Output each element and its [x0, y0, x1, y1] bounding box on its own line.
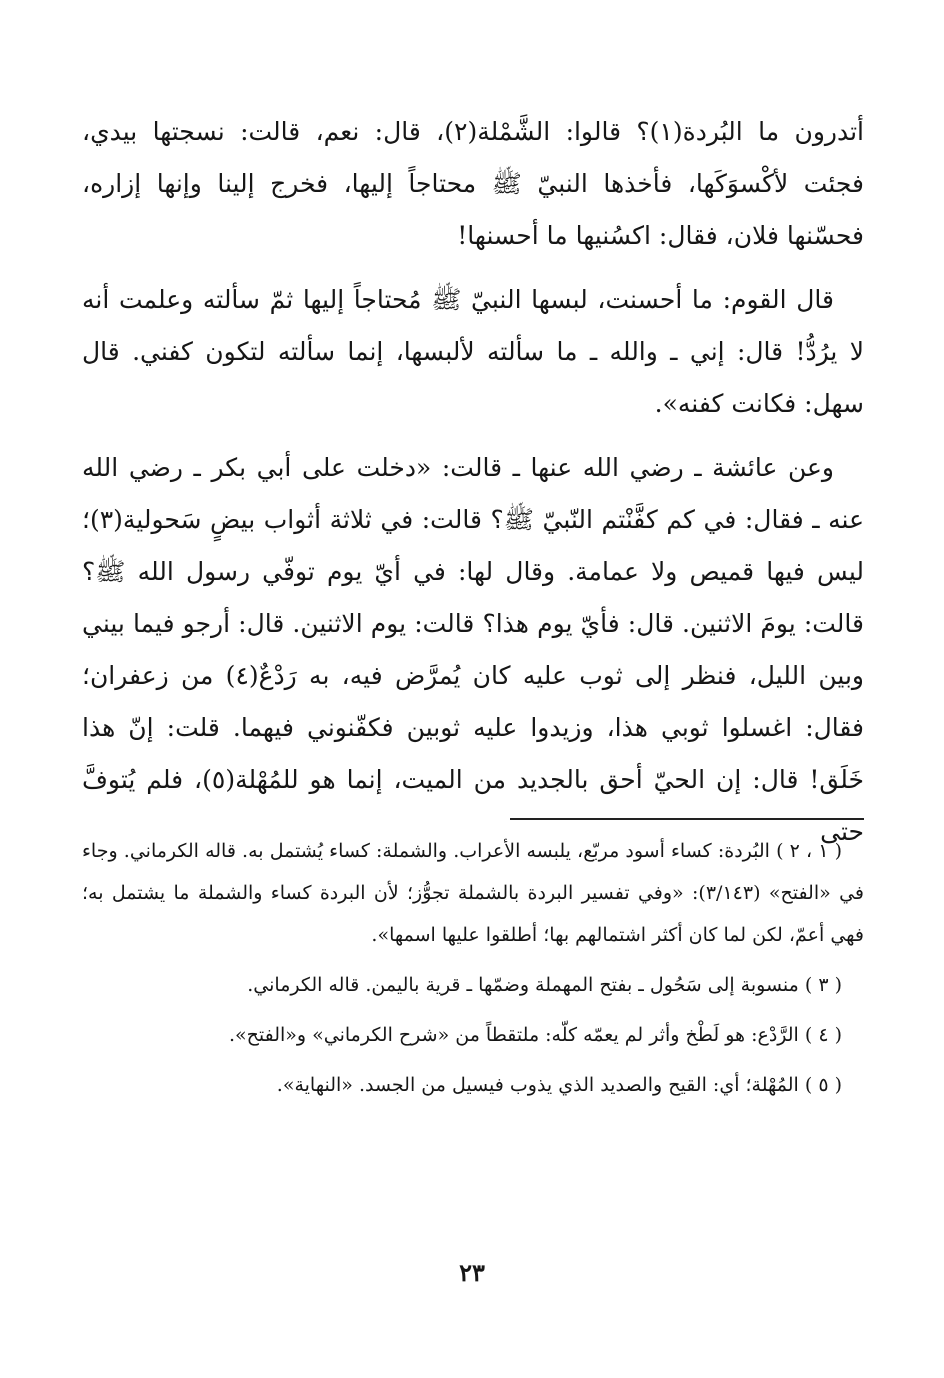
paragraph-3: وعن عائشة ـ رضي الله عنها ـ قالت: «دخلت على أبي بكر ـ رضي الله عنه ـ فقال: في كم كفَّنْتم النّبيّ ﷺ؟ قالت: في ثلاثة أثواب بيضٍ سَحولية(٣)؛ ليس فيها قميص ولا عمامة. وقال لها: في أيّ يوم توفّي رسول الله ﷺ؟ قالت: يومَ الاثنين. قال: فأيّ يوم هذا؟ قالت: يوم الاثنين. قال: أرجو فيما بيني وبين الليل، فنظر إلى ثوب عليه كان يُمرَّض فيه، به رَدْعٌ(٤) من زعفران؛ فقال: اغسلوا ثوبي هذا، وزيدوا عليه ثوبين فكفّنوني فيهما. قلت: إنّ هذا خَلَق! قال: إن الحيّ أحق بالجديد من الميت، إنما هو للمُهْلة(٥)، فلم يُتوفَّ حتى [82, 453, 864, 846]
paragraph-1: أتدرون ما البُردة(١)؟ قالوا: الشَّمْلة(٢)، قال: نعم، قالت: نسجتها بيدي، فجئت لأكْسوَكَها، فأخذها النبيّ ﷺ محتاجاً إليها، فخرج إلينا وإنها إزاره، فحسّنها فلان، فقال: اكسُنيها ما أحسنها! [82, 117, 865, 250]
footnote-5: ( ٥ ) المُهْلة؛ أي: القيح والصديد الذي يذوب فيسيل من الجسد. «النهاية». [276, 1074, 842, 1096]
footnotes [82, 830, 864, 1114]
footnote-4: ( ٤ ) الرَّدْع: هو لَطْخ وأثر لم يعمّه كلّه: ملتقطاً من «شرح الكرماني» و«الفتح». [228, 1024, 842, 1046]
main-text [82, 106, 864, 870]
paragraph-2: قال القوم: ما أحسنت، لبسها النبيّ ﷺ مُحتاجاً إليها ثمّ سألته وعلمت أنه لا يرُدُّ! قال: إني ـ والله ـ ما سألته لألبسها، إنما سألته لتكون كفني. قال سهل: فكانت كفنه». [82, 285, 864, 418]
footnote-divider [510, 818, 864, 820]
footnote-1-2: ( ١ ، ٢ ) البُردة: كساء أسود مربّع، يلبسه الأعراب. والشملة: كساء يُشتمل به. قاله الكرماني. وجاء في «الفتح» (٣/١٤٣): «وفي تفسير البردة بالشملة تجوُّز؛ لأن البردة كساء والشملة ما يشتمل به؛ فهي أعمّ، لكن لما كان أكثر اشتمالهم بها؛ أطلقوا عليها اسمها». [82, 840, 864, 946]
page-number: ٢٣ [459, 1258, 485, 1287]
footnote-3: ( ٣ ) منسوبة إلى سَحُول ـ بفتح المهملة وضمّها ـ قرية باليمن. قاله الكرماني. [247, 974, 842, 996]
